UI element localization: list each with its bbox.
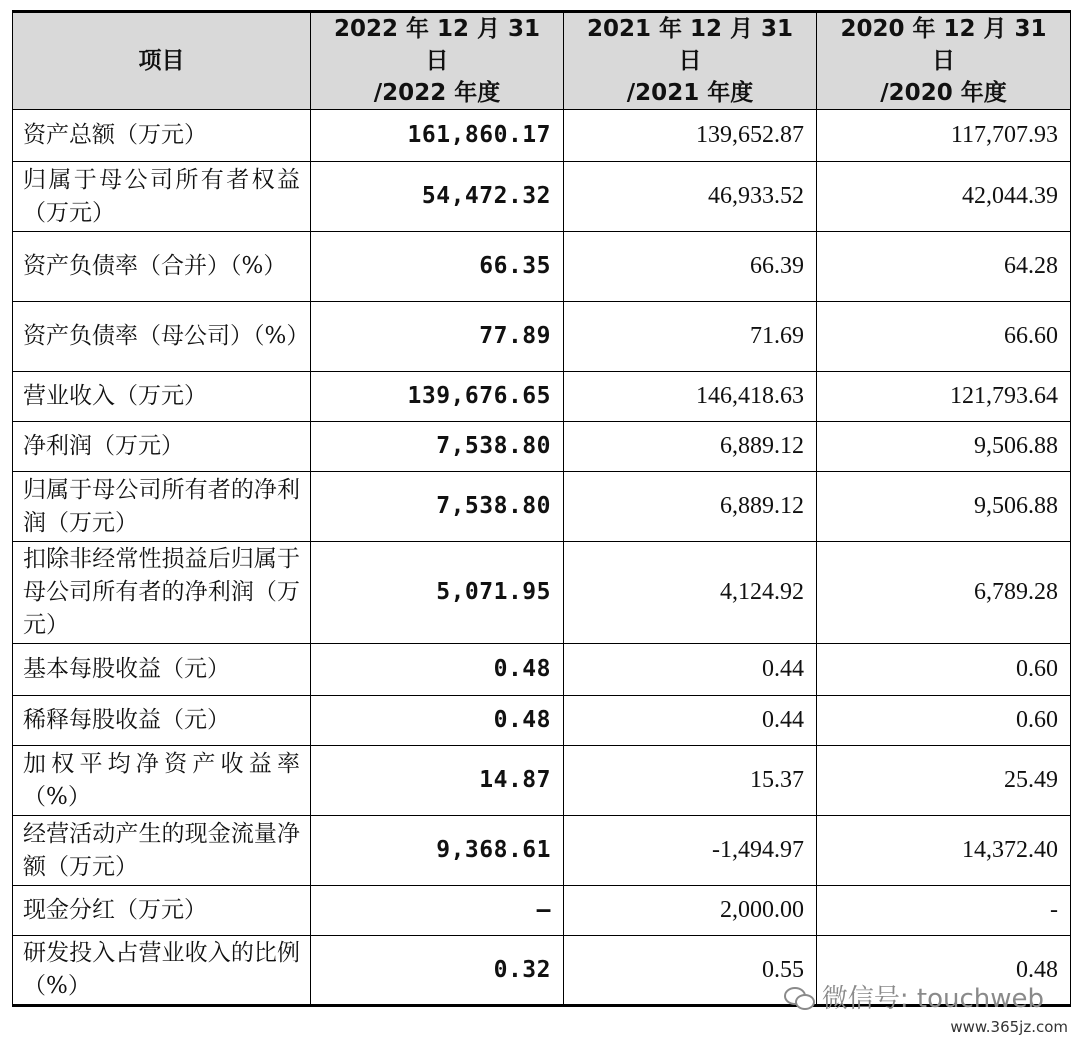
value-2022: 9,368.61 bbox=[311, 816, 564, 886]
table-row bbox=[13, 110, 1071, 162]
table-body bbox=[13, 110, 1071, 1006]
table-row bbox=[13, 372, 1071, 422]
header-2022-line2: /2022 年度 bbox=[373, 80, 501, 106]
row-label: 资产负债率（合并）（%） bbox=[13, 232, 311, 302]
value-2020: 6,789.28 bbox=[817, 542, 1071, 644]
value-2021: -1,494.97 bbox=[564, 816, 817, 886]
value-2022: 14.87 bbox=[311, 746, 564, 816]
row-label: 净利润（万元） bbox=[13, 422, 311, 472]
row-label: 扣除非经常性损益后归属于母公司所有者的净利润（万元） bbox=[13, 542, 311, 644]
row-label: 研发投入占营业收入的比例（%） bbox=[13, 936, 311, 1006]
value-2022: 77.89 bbox=[311, 302, 564, 372]
value-2020: 0.60 bbox=[817, 696, 1071, 746]
header-2022 bbox=[311, 12, 564, 110]
table-row bbox=[13, 542, 1071, 644]
table-row bbox=[13, 644, 1071, 696]
table-row bbox=[13, 696, 1071, 746]
value-2022: 54,472.32 bbox=[311, 162, 564, 232]
value-2022: 139,676.65 bbox=[311, 372, 564, 422]
value-2021: 0.55 bbox=[564, 936, 817, 1006]
watermark-text: 微信号: touchweb bbox=[821, 984, 1044, 1014]
row-label: 归属于母公司所有者的净利润（万元） bbox=[13, 472, 311, 542]
value-2022: 0.48 bbox=[311, 644, 564, 696]
value-2022: – bbox=[311, 886, 564, 936]
table-row bbox=[13, 422, 1071, 472]
value-2020: - bbox=[817, 886, 1071, 936]
value-2020: 0.60 bbox=[817, 644, 1071, 696]
value-2020: 9,506.88 bbox=[817, 422, 1071, 472]
value-2021: 46,933.52 bbox=[564, 162, 817, 232]
row-label: 归属于母公司所有者权益（万元） bbox=[13, 162, 311, 232]
value-2020: 14,372.40 bbox=[817, 816, 1071, 886]
row-label: 经营活动产生的现金流量净额（万元） bbox=[13, 816, 311, 886]
value-2022: 7,538.80 bbox=[311, 472, 564, 542]
value-2022: 7,538.80 bbox=[311, 422, 564, 472]
value-2020: 9,506.88 bbox=[817, 472, 1071, 542]
value-2020: 42,044.39 bbox=[817, 162, 1071, 232]
row-label: 现金分红（万元） bbox=[13, 886, 311, 936]
wechat-watermark bbox=[784, 978, 1044, 1015]
financial-summary-table bbox=[12, 10, 1071, 1007]
value-2022: 161,860.17 bbox=[311, 110, 564, 162]
row-label: 资产负债率（母公司）（%） bbox=[13, 302, 311, 372]
value-2021: 4,124.92 bbox=[564, 542, 817, 644]
row-label: 加权平均净资产收益率（%） bbox=[13, 746, 311, 816]
table-row bbox=[13, 746, 1071, 816]
table-header-row bbox=[13, 12, 1071, 110]
value-2022: 0.48 bbox=[311, 696, 564, 746]
value-2021: 66.39 bbox=[564, 232, 817, 302]
header-2020-line1: 2020 年 12 月 31 日 bbox=[840, 16, 1047, 74]
header-2021 bbox=[564, 12, 817, 110]
value-2020: 121,793.64 bbox=[817, 372, 1071, 422]
value-2021: 2,000.00 bbox=[564, 886, 817, 936]
value-2021: 139,652.87 bbox=[564, 110, 817, 162]
header-item-label: 项目 bbox=[138, 48, 185, 74]
table-row bbox=[13, 472, 1071, 542]
value-2021: 6,889.12 bbox=[564, 422, 817, 472]
table-row bbox=[13, 302, 1071, 372]
header-2020-line2: /2020 年度 bbox=[880, 80, 1007, 106]
header-2020 bbox=[817, 12, 1071, 110]
value-2022: 5,071.95 bbox=[311, 542, 564, 644]
header-2021-line1: 2021 年 12 月 31 日 bbox=[586, 16, 794, 74]
value-2022: 66.35 bbox=[311, 232, 564, 302]
value-2020: 64.28 bbox=[817, 232, 1071, 302]
table-row bbox=[13, 816, 1071, 886]
header-2022-line1: 2022 年 12 月 31 日 bbox=[333, 16, 541, 74]
row-label: 营业收入（万元） bbox=[13, 372, 311, 422]
value-2021: 71.69 bbox=[564, 302, 817, 372]
value-2021: 146,418.63 bbox=[564, 372, 817, 422]
header-item bbox=[13, 12, 311, 110]
value-2020: 25.49 bbox=[817, 746, 1071, 816]
value-2020: 66.60 bbox=[817, 302, 1071, 372]
row-label: 基本每股收益（元） bbox=[13, 644, 311, 696]
value-2022: 0.32 bbox=[311, 936, 564, 1006]
table-row bbox=[13, 162, 1071, 232]
table-row bbox=[13, 232, 1071, 302]
value-2021: 0.44 bbox=[564, 644, 817, 696]
value-2020: 0.48 bbox=[817, 936, 1071, 1006]
value-2021: 6,889.12 bbox=[564, 472, 817, 542]
value-2021: 15.37 bbox=[564, 746, 817, 816]
wechat-icon bbox=[784, 985, 814, 1009]
value-2020: 117,707.93 bbox=[817, 110, 1071, 162]
site-label: www.365jz.com bbox=[950, 1018, 1068, 1036]
value-2021: 0.44 bbox=[564, 696, 817, 746]
row-label: 稀释每股收益（元） bbox=[13, 696, 311, 746]
row-label: 资产总额（万元） bbox=[13, 110, 311, 162]
table-row bbox=[13, 886, 1071, 936]
header-2021-line2: /2021 年度 bbox=[626, 80, 754, 106]
